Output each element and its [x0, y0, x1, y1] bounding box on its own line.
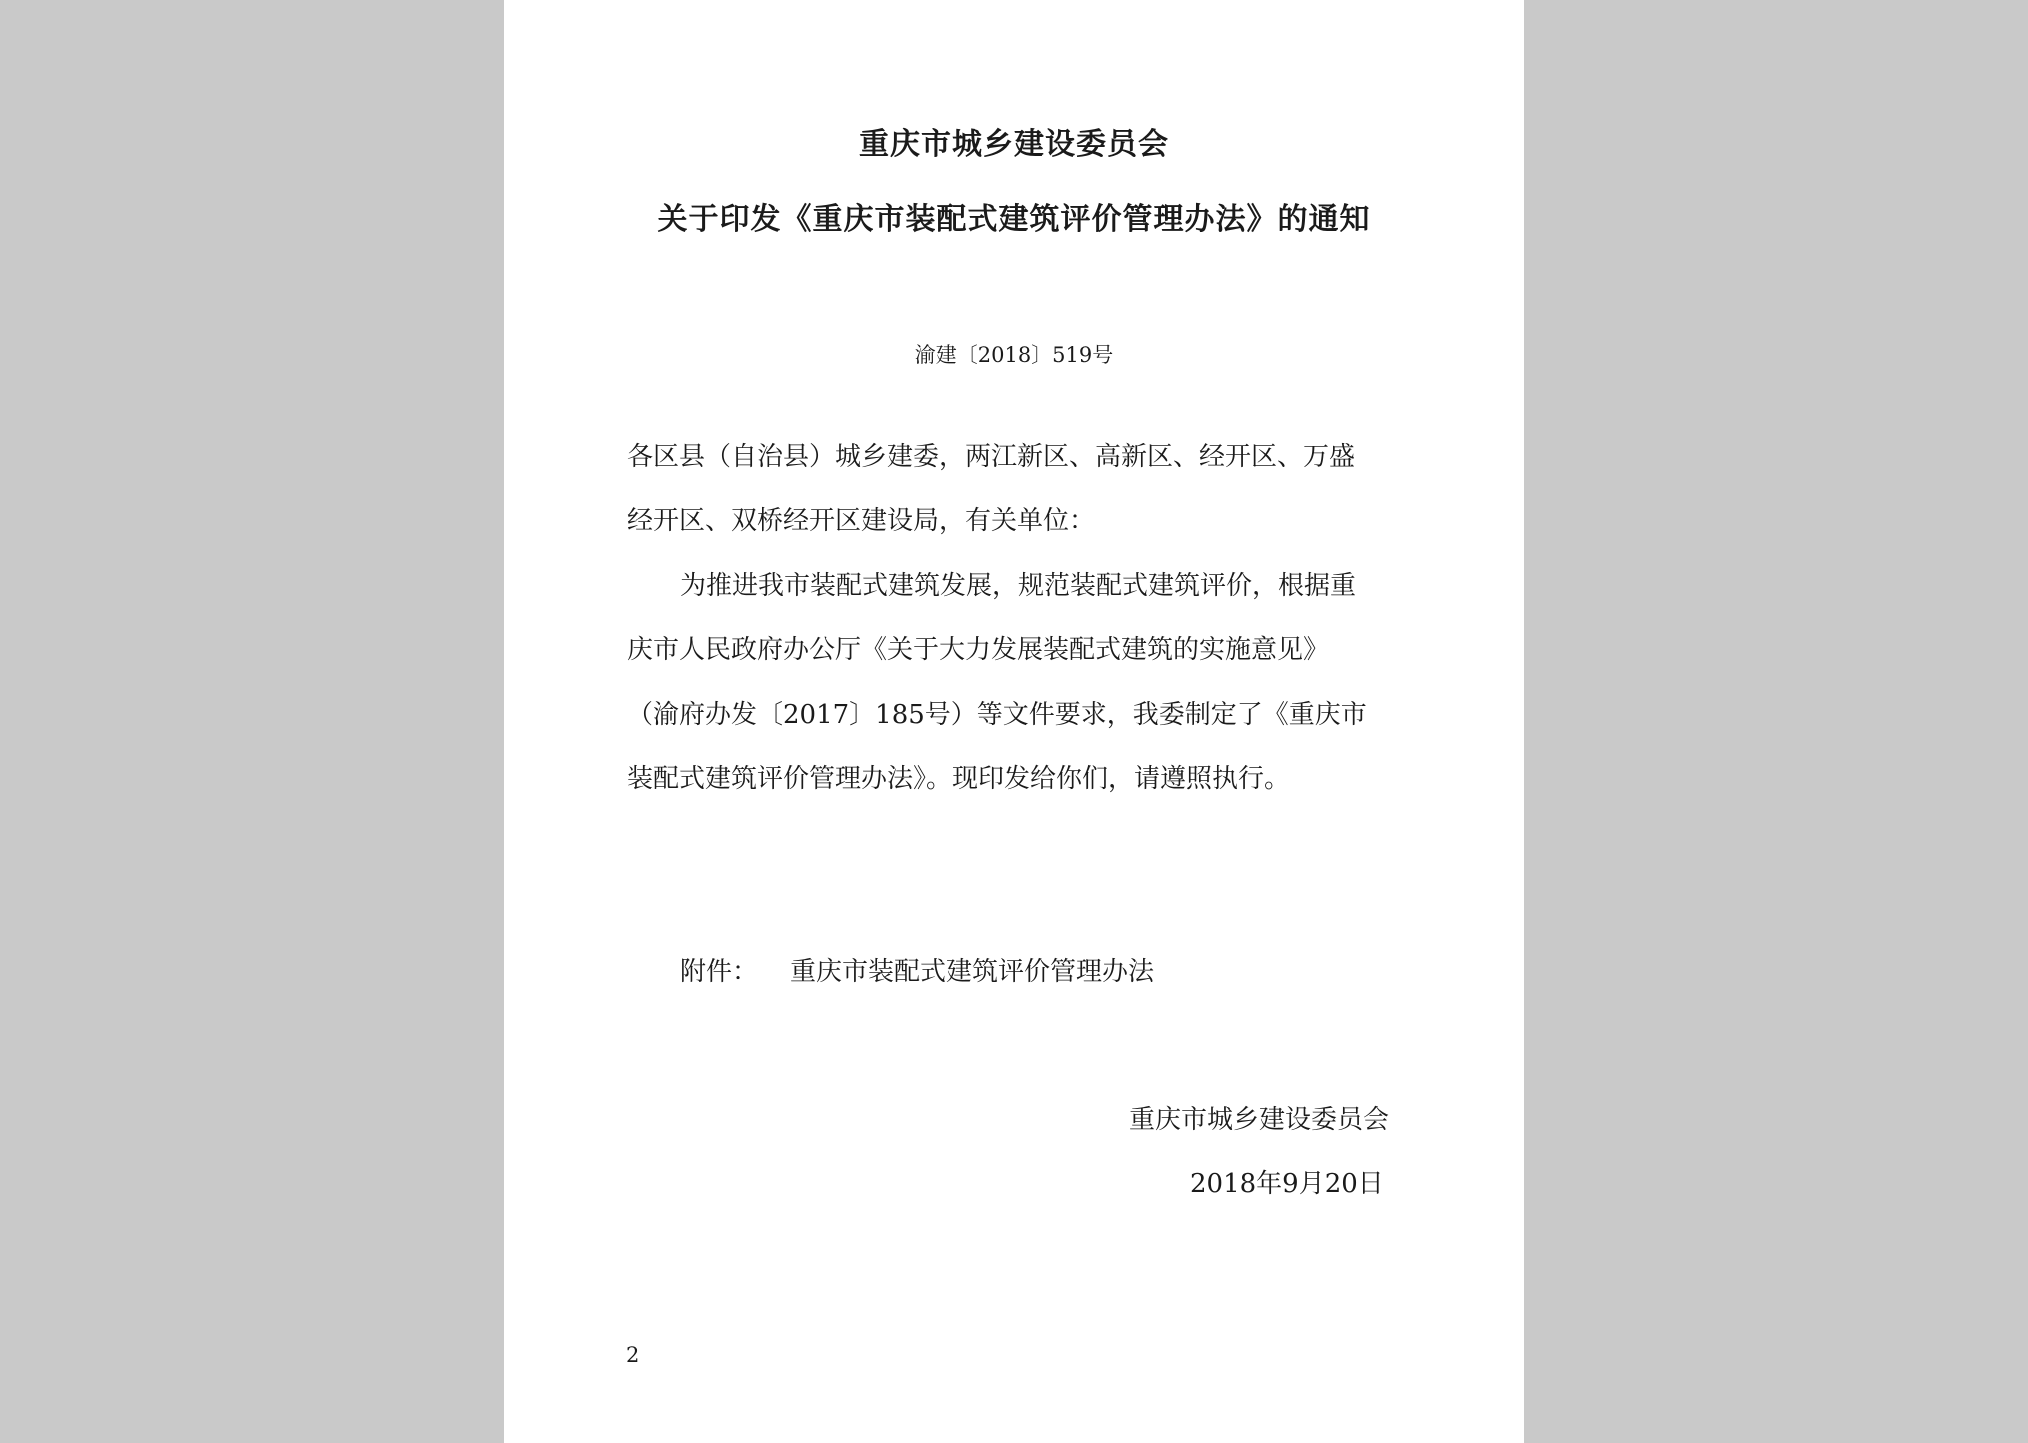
body-line: 庆市人民政府办公厅《关于大力发展装配式建筑的实施意见》 [627, 635, 1330, 665]
attachment-name: 重庆市装配式建筑评价管理办法 [790, 957, 1155, 987]
document-page [504, 0, 1524, 1443]
attachment-label: 附件： [680, 957, 759, 987]
issue-date: 2018年9月20日 [1190, 1169, 1384, 1199]
page-number: 2 [626, 1343, 640, 1367]
body-line: （渝府办发〔2017〕185号）等文件要求，我委制定了《重庆市 [627, 700, 1367, 730]
document-title-line-1: 重庆市城乡建设委员会 [859, 127, 1169, 162]
body-line: 装配式建筑评价管理办法》。现印发给你们，请遵照执行。 [627, 764, 1291, 794]
body-line: 经开区、双桥经开区建设局，有关单位： [627, 506, 1096, 536]
issuer-signature: 重庆市城乡建设委员会 [1129, 1105, 1390, 1135]
document-number: 渝建〔2018〕519号 [914, 343, 1114, 367]
document-title-line-2: 关于印发《重庆市装配式建筑评价管理办法》的通知 [657, 202, 1371, 237]
body-line: 为推进我市装配式建筑发展，规范装配式建筑评价，根据重 [680, 571, 1357, 601]
body-line: 各区县（自治县）城乡建委，两江新区、高新区、经开区、万盛 [627, 442, 1356, 472]
